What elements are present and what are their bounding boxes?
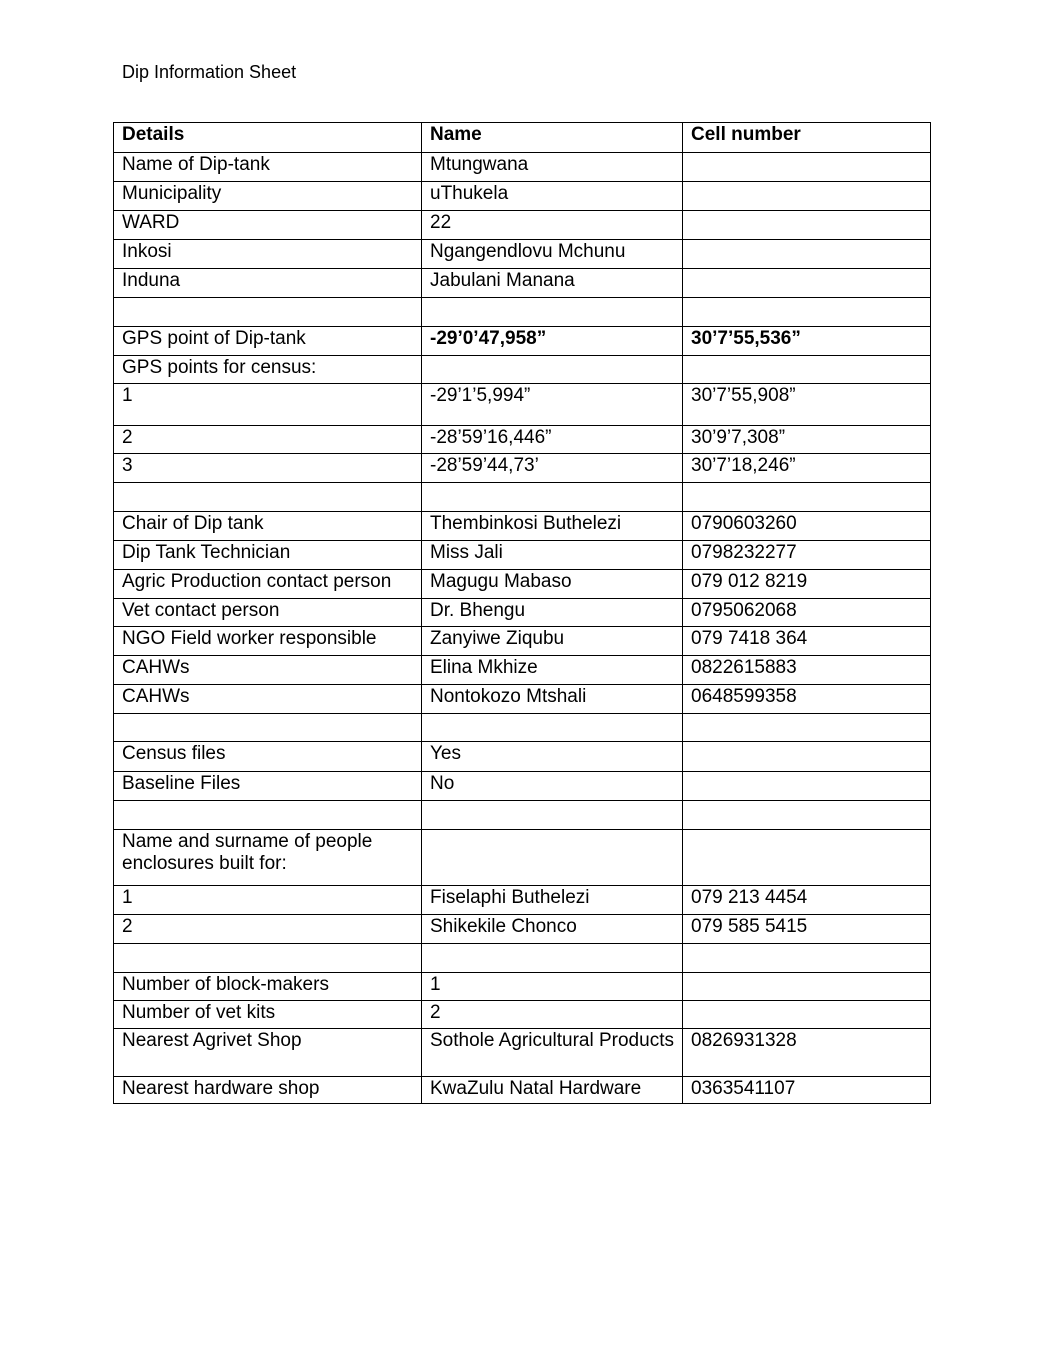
table-row (114, 801, 931, 830)
name-cell: -28’59’44,73’ (422, 454, 683, 483)
details-cell: WARD (114, 211, 422, 240)
table-row (114, 384, 931, 426)
name-cell: Jabulani Manana (422, 269, 683, 298)
details-cell: 3 (114, 454, 422, 483)
cell-number-cell: 30’7’55,536” (683, 327, 931, 356)
cell-number-cell (683, 830, 931, 886)
cell-number-cell (683, 973, 931, 1001)
cell-number-cell: 0795062068 (683, 599, 931, 627)
name-cell: Shikekile Chonco (422, 915, 683, 944)
name-cell: Fiselaphi Buthelezi (422, 886, 683, 915)
name-cell: Dr. Bhengu (422, 599, 683, 627)
table-row (114, 915, 931, 944)
table-row (114, 512, 931, 541)
table-header-row (114, 123, 931, 153)
details-cell: Dip Tank Technician (114, 541, 422, 570)
name-cell: Nontokozo Mtshali (422, 685, 683, 714)
details-cell: Baseline Files (114, 772, 422, 801)
table-row (114, 182, 931, 211)
dip-info-table (113, 122, 931, 1104)
cell-number-cell (683, 298, 931, 327)
cell-number-cell: 30’9’7,308” (683, 426, 931, 454)
table-row (114, 454, 931, 483)
details-cell: Vet contact person (114, 599, 422, 627)
name-cell: KwaZulu Natal Hardware (422, 1077, 683, 1104)
name-cell: Sothole Agricultural Products (422, 1029, 683, 1077)
table-row (114, 973, 931, 1001)
cell-number-cell: 079 7418 364 (683, 627, 931, 656)
details-cell: Agric Production contact person (114, 570, 422, 599)
table-row (114, 327, 931, 356)
details-cell (114, 801, 422, 830)
name-cell: uThukela (422, 182, 683, 211)
cell-number-cell: 0822615883 (683, 656, 931, 685)
details-cell: NGO Field worker responsible (114, 627, 422, 656)
table-row (114, 426, 931, 454)
details-cell: Nearest Agrivet Shop (114, 1029, 422, 1077)
name-cell: Magugu Mabaso (422, 570, 683, 599)
table-row (114, 944, 931, 973)
details-cell: CAHWs (114, 685, 422, 714)
details-cell: Name and surname of people enclosures built for: (114, 830, 422, 886)
details-cell: 1 (114, 384, 422, 426)
table-row (114, 1029, 931, 1077)
details-cell: Chair of Dip tank (114, 512, 422, 541)
table-row (114, 269, 931, 298)
details-cell: Number of vet kits (114, 1001, 422, 1029)
cell-number-cell (683, 742, 931, 772)
cell-number-cell (683, 240, 931, 269)
table-row (114, 627, 931, 656)
cell-number-cell (683, 356, 931, 384)
table-row (114, 483, 931, 512)
table-row (114, 153, 931, 182)
name-cell: Yes (422, 742, 683, 772)
table-row (114, 541, 931, 570)
name-cell: -29’1’5,994” (422, 384, 683, 426)
cell-number-cell (683, 801, 931, 830)
details-cell: Municipality (114, 182, 422, 211)
name-cell: Thembinkosi Buthelezi (422, 512, 683, 541)
cell-number-cell (683, 483, 931, 512)
details-cell: 2 (114, 915, 422, 944)
name-cell: Elina Mkhize (422, 656, 683, 685)
cell-number-cell: 0798232277 (683, 541, 931, 570)
name-cell: 2 (422, 1001, 683, 1029)
details-cell: Induna (114, 269, 422, 298)
details-cell: Nearest hardware shop (114, 1077, 422, 1104)
table-row (114, 211, 931, 240)
name-cell (422, 944, 683, 973)
table-row (114, 685, 931, 714)
cell-number-cell (683, 211, 931, 240)
table-row (114, 599, 931, 627)
name-cell (422, 356, 683, 384)
name-cell: 22 (422, 211, 683, 240)
table-row (114, 656, 931, 685)
table-row (114, 714, 931, 742)
cell-number-cell: 079 585 5415 (683, 915, 931, 944)
name-cell: Zanyiwe Ziqubu (422, 627, 683, 656)
cell-number-cell: 30’7’55,908” (683, 384, 931, 426)
details-cell: Name of Dip-tank (114, 153, 422, 182)
table-row (114, 1077, 931, 1104)
table-row (114, 570, 931, 599)
details-cell (114, 944, 422, 973)
cell-number-cell: 0648599358 (683, 685, 931, 714)
details-cell (114, 298, 422, 327)
table-row (114, 1001, 931, 1029)
cell-number-cell: 079 012 8219 (683, 570, 931, 599)
table-row (114, 356, 931, 384)
cell-number-cell: 0363541107 (683, 1077, 931, 1104)
name-cell: Ngangendlovu Mchunu (422, 240, 683, 269)
table-row (114, 298, 931, 327)
name-cell: 1 (422, 973, 683, 1001)
name-cell (422, 714, 683, 742)
header-cell-number: Cell number (683, 123, 931, 153)
cell-number-cell: 0790603260 (683, 512, 931, 541)
cell-number-cell (683, 714, 931, 742)
table-row (114, 742, 931, 772)
name-cell (422, 801, 683, 830)
cell-number-cell (683, 153, 931, 182)
cell-number-cell (683, 944, 931, 973)
name-cell: -29’0’47,958” (422, 327, 683, 356)
header-name: Name (422, 123, 683, 153)
table-row (114, 830, 931, 886)
cell-number-cell (683, 182, 931, 211)
name-cell: -28’59’16,446” (422, 426, 683, 454)
details-cell (114, 714, 422, 742)
details-cell: GPS point of Dip-tank (114, 327, 422, 356)
details-cell: CAHWs (114, 656, 422, 685)
table-row (114, 886, 931, 915)
cell-number-cell: 079 213 4454 (683, 886, 931, 915)
name-cell (422, 830, 683, 886)
cell-number-cell (683, 772, 931, 801)
page-title: Dip Information Sheet (122, 62, 297, 82)
cell-number-cell (683, 269, 931, 298)
table-row (114, 240, 931, 269)
header-details: Details (114, 123, 422, 153)
details-cell: Census files (114, 742, 422, 772)
name-cell: Mtungwana (422, 153, 683, 182)
details-cell: 1 (114, 886, 422, 915)
details-cell: GPS points for census: (114, 356, 422, 384)
name-cell: No (422, 772, 683, 801)
cell-number-cell: 0826931328 (683, 1029, 931, 1077)
details-cell: 2 (114, 426, 422, 454)
name-cell: Miss Jali (422, 541, 683, 570)
details-cell (114, 483, 422, 512)
details-cell: Number of block-makers (114, 973, 422, 1001)
details-cell: Inkosi (114, 240, 422, 269)
cell-number-cell (683, 1001, 931, 1029)
cell-number-cell: 30’7’18,246” (683, 454, 931, 483)
name-cell (422, 483, 683, 512)
table-row (114, 772, 931, 801)
name-cell (422, 298, 683, 327)
